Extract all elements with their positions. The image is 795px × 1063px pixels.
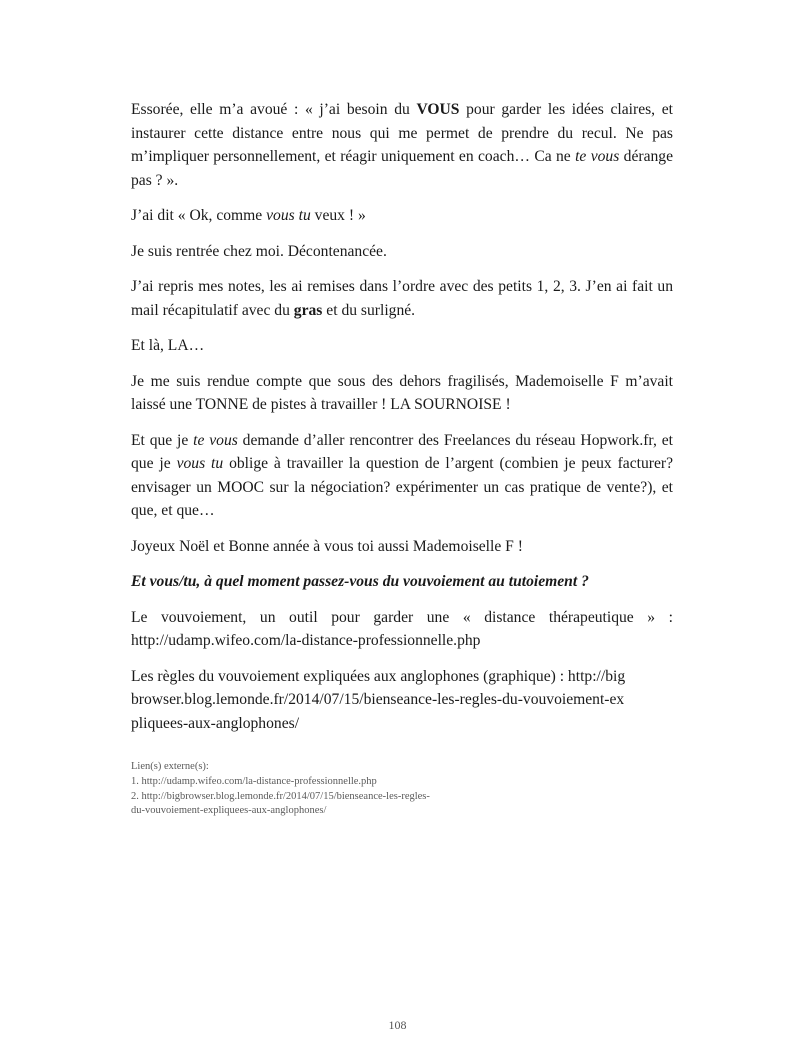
paragraph-7-text-a: Et que je [131,431,194,449]
paragraph-1-bold-vous: VOUS [416,101,460,118]
paragraph-10 [131,665,673,736]
paragraph-7 [131,429,673,523]
paragraph-1-text-c: dérange pas ? ». [131,148,674,189]
paragraph-6: Je me suis rendue compte que sous des dehors fragilisés, Mademoiselle F m’avait laissé une TONNE de pistes à travailler ! LA SOURNOISE ! [131,372,673,413]
paragraph-10-line-3: pliquees-aux-anglophones/ [131,714,300,732]
external-links-label: Lien(s) externe(s): [131,761,209,772]
paragraph-7-italic-1: te vous [193,431,238,449]
paragraph-7-text-c: oblige à travailler la question de l’argent (combien je peux facturer? envisager un MOOC sur la négociation? expérimenter un cas pratique de vente?), et que, et que… [131,455,673,519]
page-number: 108 [388,1018,407,1032]
paragraph-1-text-a: Essorée, elle m’a avoué : « j’ai besoin du [131,101,417,118]
paragraph-10-line-1: Les règles du vouvoiement expliquées aux anglophones (graphique) : http://big [131,667,626,685]
external-links [131,760,673,819]
paragraph-2 [131,204,673,228]
paragraph-1-italic: te vous [575,148,620,165]
paragraph-4-bold-gras: gras [293,301,323,319]
paragraph-7-text-b: demande d’aller rencontrer des Freelances du réseau Hopwork.fr, et que je [131,431,673,472]
external-link-1[interactable]: 1. http://udamp.wifeo.com/la-distance-professionnelle.php [131,775,377,787]
paragraph-4 [131,275,673,322]
body-text [131,98,673,747]
paragraph-4-text-b: et du surligné. [322,301,416,319]
paragraph-5: Et là, LA… [131,337,205,354]
paragraph-1 [131,98,673,192]
paragraph-8: Joyeux Noël et Bonne année à vous toi aussi Mademoiselle F ! [131,537,523,555]
section-heading: Et vous/tu, à quel moment passez-vous du vouvoiement au tutoiement ? [131,573,589,590]
paragraph-3: Je suis rentrée chez moi. Décontenancée. [131,242,387,260]
paragraph-10-line-2: browser.blog.lemonde.fr/2014/07/15/bienseance-les-regles-du-vouvoiement-ex [131,691,625,708]
external-link-2[interactable]: 2. http://bigbrowser.blog.lemonde.fr/2014/07/15/bienseance-les-regles- [131,790,430,802]
paragraph-2-text-b: veux ! » [314,207,366,224]
paragraph-2-italic: vous tu [266,207,315,224]
paragraph-7-italic-2: vous tu [176,455,230,472]
paragraph-2-text-a: J’ai dit « Ok, comme [131,207,267,224]
paragraph-1-text-b: pour garder les idées claires, et instaurer cette distance entre nous qui me permet de prendre du recul. Ne pas m’impliquer personnellement, et réagir uniquement en coach… Ca ne [131,101,673,165]
external-link-2-continued[interactable]: du-vouvoiement-expliquees-aux-anglophones/ [131,805,327,817]
paragraph-9: Le vouvoiement, un outil pour garder une « distance thérapeutique » : http://udamp.wifeo.com/la-distance-professionnelle.php [131,608,673,649]
paragraph-4-text-a: J’ai repris mes notes, les ai remises dans l’ordre avec des petits 1, 2, 3. J’en ai fait un mail récapitulatif avec du [131,278,673,319]
